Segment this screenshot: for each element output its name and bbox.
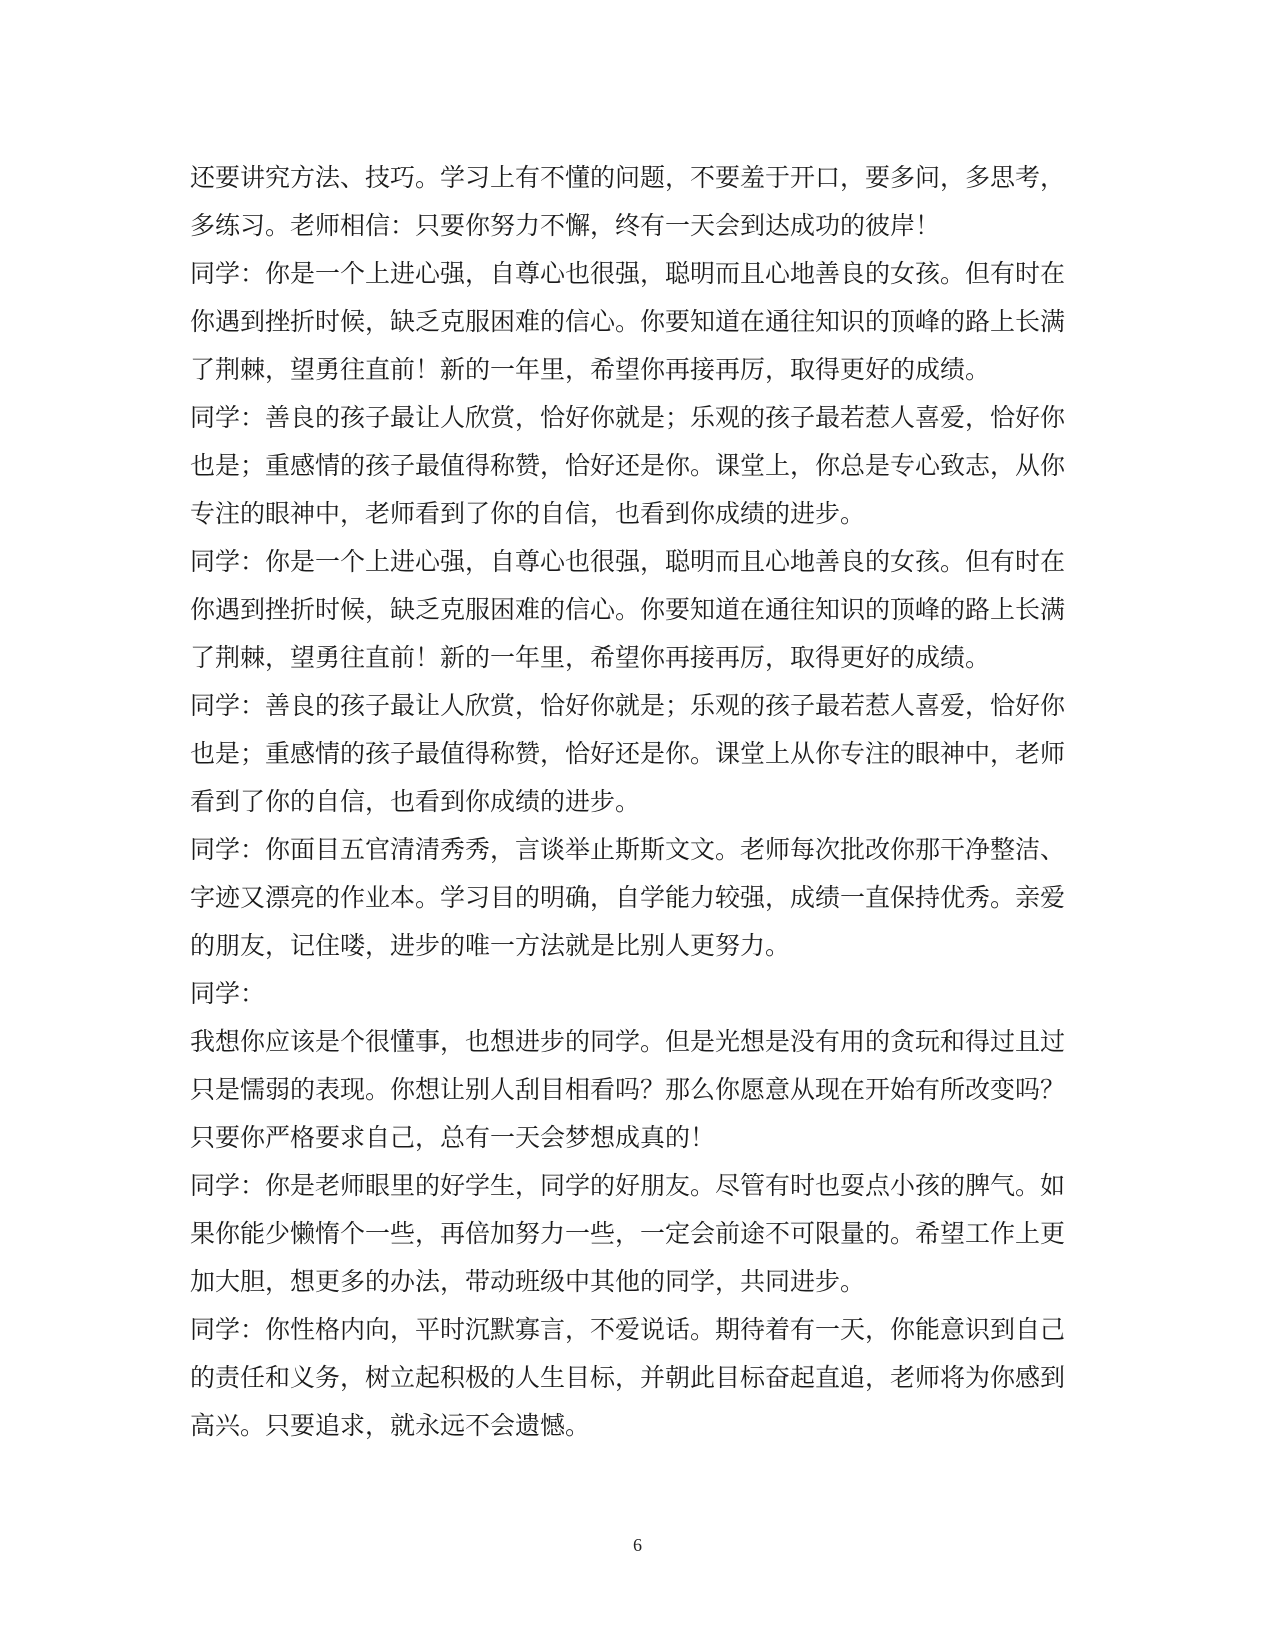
text-line: 专注的眼神中，老师看到了你的自信，也看到你成绩的进步。	[190, 499, 866, 528]
text-line: 加大胆，想更多的办法，带动班级中其他的同学，共同进步。	[190, 1267, 866, 1296]
text-line: 同学：你性格内向，平时沉默寡言，不爱说话。期待着有一天，你能意识到自己	[190, 1315, 1066, 1344]
text-line: 多练习。老师相信：只要你努力不懈，终有一天会到达成功的彼岸！	[190, 211, 941, 240]
text-line: 了荆棘，望勇往直前！新的一年里，希望你再接再厉，取得更好的成绩。	[190, 355, 991, 384]
text-line: 高兴。只要追求，就永远不会遗憾。	[190, 1411, 591, 1440]
text-line: 只是懦弱的表现。你想让别人刮目相看吗？那么你愿意从现在开始有所改变吗？	[190, 1075, 1066, 1104]
text-line: 你遇到挫折时候，缺乏克服困难的信心。你要知道在通往知识的顶峰的路上长满	[190, 307, 1066, 336]
text-line: 你遇到挫折时候，缺乏克服困难的信心。你要知道在通往知识的顶峰的路上长满	[190, 595, 1066, 624]
text-line: 只要你严格要求自己，总有一天会梦想成真的！	[190, 1123, 716, 1152]
text-line: 我想你应该是个很懂事，也想进步的同学。但是光想是没有用的贪玩和得过且过	[190, 1027, 1066, 1056]
text-line: 同学：	[190, 979, 266, 1008]
text-line: 同学：你是老师眼里的好学生，同学的好朋友。尽管有时也耍点小孩的脾气。如	[190, 1171, 1066, 1200]
text-line: 同学：你是一个上进心强，自尊心也很强，聪明而且心地善良的女孩。但有时在	[190, 547, 1066, 576]
text-line: 的责任和义务，树立起积极的人生目标，并朝此目标奋起直追，老师将为你感到	[190, 1363, 1066, 1392]
text-line: 了荆棘，望勇往直前！新的一年里，希望你再接再厉，取得更好的成绩。	[190, 643, 991, 672]
text-line: 同学：你面目五官清清秀秀，言谈举止斯斯文文。老师每次批改你那干净整洁、	[190, 835, 1066, 864]
text-line: 果你能少懒惰个一些，再倍加努力一些，一定会前途不可限量的。希望工作上更	[190, 1219, 1066, 1248]
text-line: 的朋友，记住喽，进步的唯一方法就是比别人更努力。	[190, 931, 791, 960]
text-line: 同学：善良的孩子最让人欣赏，恰好你就是；乐观的孩子最若惹人喜爱，恰好你	[190, 691, 1066, 720]
body-text	[190, 154, 1070, 1450]
text-line: 字迹又漂亮的作业本。学习目的明确，自学能力较强，成绩一直保持优秀。亲爱	[190, 883, 1066, 912]
text-line: 也是；重感情的孩子最值得称赞，恰好还是你。课堂上从你专注的眼神中，老师	[190, 739, 1066, 768]
page-number: 6	[633, 1535, 642, 1555]
text-line: 同学：善良的孩子最让人欣赏，恰好你就是；乐观的孩子最若惹人喜爱，恰好你	[190, 403, 1066, 432]
text-line: 同学：你是一个上进心强，自尊心也很强，聪明而且心地善良的女孩。但有时在	[190, 259, 1066, 288]
text-line: 还要讲究方法、技巧。学习上有不懂的问题，不要羞于开口，要多问，多思考，	[190, 163, 1066, 192]
text-line: 看到了你的自信，也看到你成绩的进步。	[190, 787, 641, 816]
text-line: 也是；重感情的孩子最值得称赞，恰好还是你。课堂上，你总是专心致志，从你	[190, 451, 1066, 480]
